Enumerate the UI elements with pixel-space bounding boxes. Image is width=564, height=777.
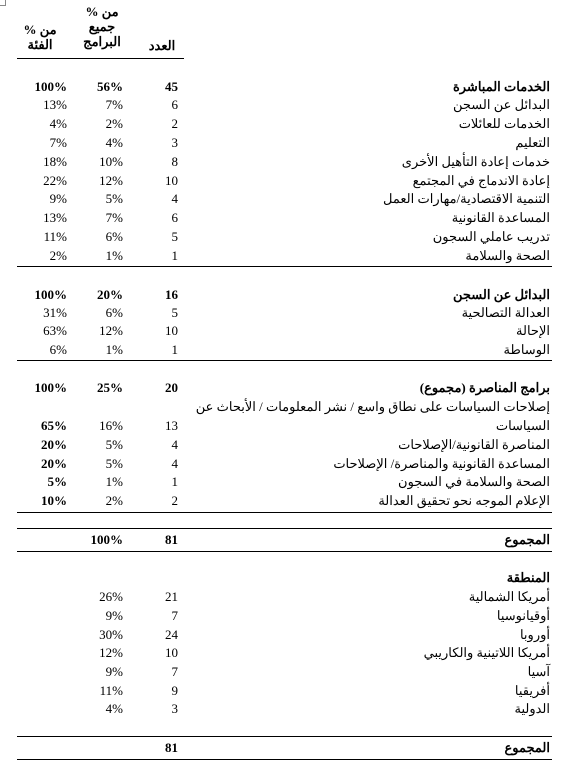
row-label: السياسات — [495, 418, 550, 433]
total-rule-bottom — [17, 759, 552, 760]
count-cell: 3 — [171, 135, 178, 150]
total-row — [0, 738, 564, 757]
table-row — [0, 227, 564, 246]
count-cell: 4 — [171, 191, 178, 206]
pct-category-cell: 11% — [43, 229, 67, 244]
table-row — [0, 303, 564, 322]
table-row — [0, 133, 564, 152]
section-title: برامج المناصرة (مجموع) — [419, 380, 550, 395]
pct-all-cell: 25% — [97, 380, 123, 395]
table-row — [0, 189, 564, 208]
pct-all-cell: 30% — [99, 627, 123, 642]
pct-category-cell: 20% — [41, 437, 67, 452]
row-label: إصلاحات السياسات على نطاق واسع / نشر المعلومات / الأبحاث عن — [195, 399, 550, 414]
pct-all-cell: 9% — [105, 608, 123, 623]
count-cell: 4 — [171, 456, 178, 471]
pct-category-cell: 10% — [41, 493, 67, 508]
count-cell: 6 — [171, 97, 178, 112]
count-cell: 13 — [165, 418, 178, 433]
pct-all-cell: 12% — [99, 173, 123, 188]
table-row — [0, 397, 564, 416]
pct-all-cell: 2% — [105, 493, 123, 508]
count-cell: 20 — [165, 380, 178, 395]
section-title: المنطقة — [506, 570, 550, 585]
row-label: أمريكا الشمالية — [468, 589, 550, 604]
count-cell: 2 — [171, 493, 178, 508]
pct-category-cell: 5% — [47, 474, 67, 489]
row-label: أفريقيا — [514, 683, 550, 698]
section-title-row — [0, 568, 564, 587]
pct-category-cell: 31% — [43, 305, 67, 320]
count-cell: 5 — [171, 305, 178, 320]
total-label: المجموع — [504, 740, 550, 755]
pct-all-cell: 6% — [105, 305, 123, 320]
pct-all-cell: 10% — [99, 154, 123, 169]
section-rule — [17, 266, 552, 267]
row-label: تدريب عاملي السجون — [432, 229, 550, 244]
pct-all-cell: 7% — [105, 210, 123, 225]
table-row — [0, 587, 564, 606]
total-pct-all: 100% — [90, 532, 123, 547]
pct-all-cell: 20% — [97, 287, 123, 302]
count-cell: 10 — [165, 173, 178, 188]
header-rule — [17, 58, 184, 59]
table-row — [0, 171, 564, 190]
total-count: 81 — [165, 532, 178, 547]
section-title-row — [0, 378, 564, 397]
row-label: إعادة الاندماج في المجتمع — [412, 173, 550, 188]
total-rule-bottom — [17, 551, 552, 552]
pct-category-cell: 20% — [41, 456, 67, 471]
total-label: المجموع — [504, 532, 550, 547]
table-row — [0, 625, 564, 644]
pct-all-cell: 9% — [105, 664, 123, 679]
row-label: الصحة والسلامة في السجون — [398, 474, 550, 489]
pct-all-cell: 2% — [105, 116, 123, 131]
total-count: 81 — [165, 740, 178, 755]
pct-category-cell: 13% — [43, 97, 67, 112]
row-label: المناصرة القانونية/الإصلاحات — [398, 437, 550, 452]
count-cell: 21 — [165, 589, 178, 604]
row-label: الوساطة — [503, 342, 550, 357]
count-cell: 6 — [171, 210, 178, 225]
pct-category-cell: 4% — [49, 116, 67, 131]
count-cell: 10 — [165, 645, 178, 660]
total-row — [0, 530, 564, 549]
pct-all-cell: 6% — [105, 229, 123, 244]
total-rule-top — [17, 528, 552, 529]
table-row — [0, 340, 564, 359]
header-pct-all: % من جميع البرامج — [83, 4, 121, 49]
header-pct-category: % من الفئة — [23, 22, 57, 52]
table-row — [0, 416, 564, 435]
table-row — [0, 95, 564, 114]
corner-mark — [0, 0, 6, 6]
count-cell: 2 — [171, 116, 178, 131]
count-cell: 10 — [165, 323, 178, 338]
table-row — [0, 152, 564, 171]
count-cell: 7 — [171, 608, 178, 623]
row-label: آسيا — [527, 664, 550, 679]
pct-category-cell: 100% — [34, 380, 67, 395]
pct-all-cell: 12% — [99, 645, 123, 660]
count-cell: 1 — [171, 342, 178, 357]
row-label: المساعدة القانونية — [451, 210, 550, 225]
table-row — [0, 472, 564, 491]
table-row — [0, 662, 564, 681]
count-cell: 8 — [171, 154, 178, 169]
table-row — [0, 681, 564, 700]
count-cell: 16 — [165, 287, 178, 302]
section-rule — [17, 360, 552, 361]
row-label: الإحالة — [516, 323, 550, 338]
count-cell: 1 — [171, 248, 178, 263]
pct-all-cell: 4% — [105, 701, 123, 716]
table-row — [0, 435, 564, 454]
total-rule-top — [17, 736, 552, 737]
count-cell: 9 — [171, 683, 178, 698]
row-label: المساعدة القانونية والمناصرة/ الإصلاحات — [333, 456, 550, 471]
pct-category-cell: 100% — [34, 287, 67, 302]
pct-all-cell: 12% — [99, 323, 123, 338]
pct-all-cell: 1% — [105, 474, 123, 489]
row-label: الصحة والسلامة — [465, 248, 550, 263]
row-label: التعليم — [515, 135, 550, 150]
header-count: العدد — [148, 38, 176, 53]
row-label: الإعلام الموجه نحو تحقيق العدالة — [378, 493, 550, 508]
pct-all-cell: 11% — [99, 683, 123, 698]
pct-category-cell: 2% — [49, 248, 67, 263]
row-label: أوروبا — [519, 627, 550, 642]
table-row — [0, 643, 564, 662]
count-cell: 24 — [165, 627, 178, 642]
pct-category-cell: 6% — [49, 342, 67, 357]
table-row — [0, 491, 564, 510]
row-label: العدالة التصالحية — [461, 305, 550, 320]
section-title: الخدمات المباشرة — [452, 79, 550, 94]
pct-all-cell: 5% — [105, 191, 123, 206]
section-title-row — [0, 77, 564, 96]
count-cell: 5 — [171, 229, 178, 244]
pct-category-cell: 22% — [43, 173, 67, 188]
table-row — [0, 114, 564, 133]
pct-all-cell: 7% — [105, 97, 123, 112]
row-label: الدولية — [514, 701, 550, 716]
table-row — [0, 454, 564, 473]
row-label: خدمات إعادة التأهيل الأخرى — [401, 154, 550, 169]
row-label: أوقيانوسيا — [496, 608, 550, 623]
row-label: أمريكا اللاتينية والكاريبي — [423, 645, 550, 660]
count-cell: 45 — [165, 79, 178, 94]
pct-category-cell: 63% — [43, 323, 67, 338]
pct-category-cell: 100% — [34, 79, 67, 94]
row-label: التنمية الاقتصادية/مهارات العمل — [383, 191, 550, 206]
pct-category-cell: 13% — [43, 210, 67, 225]
pct-category-cell: 7% — [49, 135, 67, 150]
pct-all-cell: 16% — [99, 418, 123, 433]
pct-all-cell: 1% — [105, 342, 123, 357]
count-cell: 4 — [171, 437, 178, 452]
pct-all-cell: 26% — [99, 589, 123, 604]
count-cell: 3 — [171, 701, 178, 716]
pct-all-cell: 5% — [105, 437, 123, 452]
section-rule — [17, 512, 552, 513]
table-row — [0, 321, 564, 340]
count-cell: 7 — [171, 664, 178, 679]
pct-all-cell: 56% — [97, 79, 123, 94]
row-label: البدائل عن السجن — [452, 97, 550, 112]
section-title: البدائل عن السجن — [452, 287, 550, 302]
table-row — [0, 246, 564, 265]
pct-all-cell: 4% — [105, 135, 123, 150]
table-row — [0, 699, 564, 718]
pct-all-cell: 1% — [105, 248, 123, 263]
pct-all-cell: 5% — [105, 456, 123, 471]
table-row — [0, 208, 564, 227]
count-cell: 1 — [171, 474, 178, 489]
table-row — [0, 606, 564, 625]
row-label: الخدمات للعائلات — [458, 116, 550, 131]
pct-category-cell: 18% — [43, 154, 67, 169]
pct-category-cell: 9% — [49, 191, 67, 206]
section-title-row — [0, 285, 564, 304]
pct-category-cell: 65% — [41, 418, 67, 433]
